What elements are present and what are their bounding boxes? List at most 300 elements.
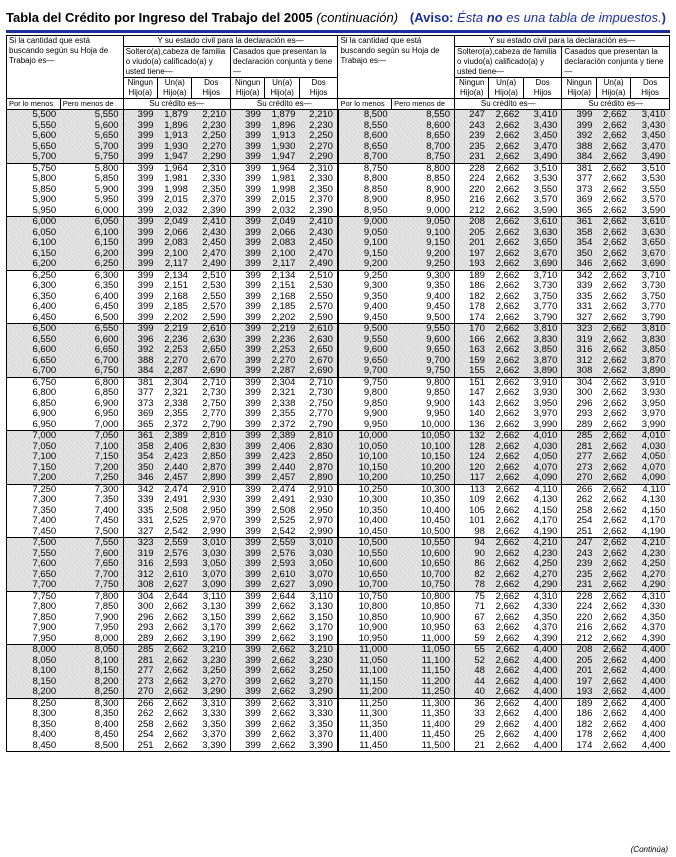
amount-less-than: 6,950 [94, 408, 119, 419]
credit-joint-none: 399 [230, 687, 264, 698]
amount-at-least: 11,000 [338, 645, 392, 656]
amount-at-least: 8,100 [7, 666, 61, 677]
credit-joint-none: 399 [230, 420, 264, 431]
at-least-header: Por lo menos [338, 99, 392, 110]
credit-joint-two: 4,400 [631, 666, 670, 677]
credit-single-one: 1,998 [164, 183, 188, 195]
credit-joint-one: 2,662 [265, 656, 299, 667]
credit-single-one: 2,287 [158, 366, 192, 377]
credit-joint-none: 193 [562, 687, 596, 698]
credit-joint-two: 4,400 [641, 718, 666, 730]
kids-none-header: Ningun Hijo(a) [123, 78, 157, 99]
table-row [7, 730, 670, 741]
amount-less-than: 9,400 [426, 290, 450, 302]
amount-at-least: 5,850 [7, 185, 61, 196]
credit-single-none: 90 [455, 549, 489, 560]
credit-joint-two: 2,410 [299, 217, 338, 228]
credit-joint-none: 399 [245, 504, 261, 516]
credit-joint-none: 399 [245, 494, 261, 505]
credit-joint-none: 399 [230, 570, 264, 581]
amount-at-least: 7,250 [7, 484, 61, 495]
credit-single-none: 117 [455, 473, 489, 484]
credit-joint-none: 399 [230, 121, 264, 132]
credit-single-one: 2,662 [164, 718, 188, 730]
credit-single-two: 3,210 [192, 645, 231, 656]
credit-joint-two: 3,530 [641, 173, 666, 184]
credit-joint-one: 2,253 [265, 345, 299, 356]
credit-joint-one: 2,662 [265, 666, 299, 677]
status-joint-left: Casados que presentan la declaración conjunta y tiene— [230, 47, 337, 78]
credit-joint-one: 2,032 [265, 206, 299, 217]
amount-at-least: 7,050 [7, 442, 61, 453]
amount-less-than: 6,150 [60, 238, 123, 249]
credit-joint-two: 3,230 [299, 656, 338, 667]
credit-joint-two: 4,010 [631, 431, 670, 442]
credit-single-two: 2,690 [192, 366, 231, 377]
credit-single-one: 2,662 [158, 634, 192, 645]
credit-single-two: 4,370 [523, 623, 562, 634]
amount-less-than: 10,350 [420, 494, 450, 505]
credit-single-none: 399 [123, 259, 157, 270]
credit-single-two: 2,770 [192, 409, 231, 420]
amount-less-than: 8,050 [60, 645, 123, 656]
credit-single-two: 2,450 [192, 238, 231, 249]
credit-joint-one: 2,117 [265, 259, 299, 270]
amount-less-than: 10,450 [420, 515, 450, 526]
credit-joint-two: 3,470 [631, 142, 670, 153]
credit-single-two: 2,710 [192, 377, 231, 388]
credit-single-one: 2,406 [158, 442, 192, 453]
credit-single-one: 2,662 [164, 622, 188, 633]
credit-joint-two: 4,390 [631, 634, 670, 645]
credit-joint-none: 186 [576, 708, 593, 719]
credit-joint-none: 251 [562, 527, 596, 538]
amount-less-than: 8,100 [60, 656, 123, 667]
table-row [7, 687, 670, 698]
credit-single-one: 2,662 [495, 290, 520, 302]
table-row [7, 516, 670, 527]
amount-less-than: 10,700 [392, 570, 455, 581]
credit-single-none: 331 [123, 516, 157, 527]
filing-status-header-left: Y su estado civil para la declaración es— [123, 36, 338, 47]
status-single-right: Soltero(a),cabeza de familia o viudo(a) calificado(a) y usted tiene— [455, 47, 562, 78]
amount-less-than: 11,150 [392, 666, 455, 677]
credit-single-none: 67 [455, 613, 489, 624]
amount-less-than: 5,900 [94, 183, 119, 195]
credit-single-one: 2,662 [489, 345, 523, 356]
credit-single-none: 48 [455, 666, 489, 677]
credit-single-none: 262 [123, 709, 157, 720]
credit-single-none: 377 [123, 388, 157, 399]
credit-joint-none: 266 [576, 483, 593, 495]
credit-single-two: 2,490 [192, 259, 231, 270]
credit-joint-two: 3,030 [299, 549, 338, 560]
amount-at-least: 7,500 [7, 538, 61, 549]
amount-at-least: 6,750 [7, 377, 61, 388]
amount-at-least: 8,400 [7, 730, 61, 741]
credit-single-one: 1,879 [158, 110, 192, 121]
credit-single-one: 2,610 [158, 570, 192, 581]
credit-single-one: 2,662 [158, 656, 192, 667]
amount-less-than: 8,550 [392, 110, 455, 121]
credit-single-none: 399 [123, 313, 157, 324]
credit-joint-none: 346 [562, 259, 596, 270]
credit-single-two: 3,550 [523, 185, 562, 196]
credit-single-two: 3,450 [523, 131, 562, 142]
credit-joint-none: 399 [230, 538, 264, 549]
credit-joint-none: 373 [576, 183, 593, 195]
less-than-header: Pero menos de [392, 99, 455, 110]
credit-joint-two: 2,250 [299, 131, 338, 142]
table-row [7, 313, 670, 324]
credit-joint-none: 384 [562, 152, 596, 163]
credit-single-one: 2,338 [164, 397, 188, 409]
credit-joint-one: 2,662 [603, 194, 627, 205]
credit-joint-one: 2,662 [603, 504, 627, 516]
credit-single-two: 3,530 [523, 174, 562, 185]
credit-joint-none: 399 [245, 718, 261, 730]
credit-single-none: 399 [123, 152, 157, 163]
credit-joint-two: 3,550 [641, 183, 666, 195]
amount-less-than: 7,850 [94, 601, 119, 612]
credit-joint-two: 3,350 [309, 718, 333, 730]
aviso-text-1: Ésta [457, 10, 484, 25]
credit-single-one: 2,662 [495, 483, 520, 495]
credit-single-two: 3,350 [192, 720, 231, 731]
credit-single-one: 1,981 [164, 173, 188, 184]
credit-joint-none: 331 [576, 301, 593, 312]
credit-single-none: 29 [455, 720, 489, 731]
amount-less-than: 10,650 [392, 559, 455, 570]
amount-less-than: 10,000 [392, 420, 455, 431]
credit-joint-two: 3,410 [631, 110, 670, 121]
credit-single-two: 3,810 [523, 324, 562, 335]
credit-joint-one: 2,662 [603, 290, 627, 302]
credit-single-one: 2,662 [489, 634, 523, 645]
credit-joint-one: 2,662 [596, 538, 630, 549]
credit-joint-none: 399 [245, 301, 261, 312]
amount-at-least: 9,050 [338, 228, 392, 239]
credit-single-none: 358 [123, 442, 157, 453]
credit-joint-two: 3,370 [309, 729, 333, 740]
credit-single-two: 3,630 [523, 228, 562, 239]
credit-single-none: 399 [123, 302, 157, 313]
credit-single-one: 2,662 [489, 473, 523, 484]
credit-joint-one: 2,662 [603, 697, 627, 709]
credit-joint-one: 2,662 [596, 206, 630, 217]
credit-single-none: 163 [455, 345, 489, 356]
credit-joint-one: 2,406 [265, 442, 299, 453]
credit-joint-one: 2,662 [271, 611, 296, 623]
credit-single-two: 4,400 [523, 709, 562, 720]
table-row [7, 666, 670, 677]
credit-single-none: 339 [123, 495, 157, 506]
credit-single-one: 1,930 [158, 142, 192, 153]
amount-less-than: 6,750 [60, 366, 123, 377]
credit-joint-two: 4,110 [642, 483, 666, 495]
credit-joint-none: 312 [562, 356, 596, 367]
credit-joint-none: 399 [245, 183, 261, 195]
credit-single-two: 4,400 [523, 720, 562, 731]
amount-at-least: 10,650 [338, 570, 392, 581]
credit-joint-none: 399 [245, 173, 261, 184]
credit-single-one: 2,662 [489, 656, 523, 667]
credit-joint-none: 399 [245, 376, 261, 388]
credit-single-two: 3,130 [192, 602, 231, 613]
credit-single-one: 2,593 [158, 559, 192, 570]
aviso-label: Aviso: [414, 10, 454, 25]
credit-joint-none: 399 [245, 280, 261, 291]
credit-joint-none: 399 [230, 527, 264, 538]
credit-joint-none: 247 [562, 538, 596, 549]
amount-less-than: 6,100 [60, 228, 123, 239]
credit-joint-one: 2,662 [603, 301, 627, 312]
amount-at-least: 6,000 [7, 217, 61, 228]
credit-single-none: 151 [455, 377, 489, 388]
credit-single-one: 2,100 [158, 249, 192, 260]
credit-joint-one: 2,662 [603, 387, 627, 398]
credit-joint-none: 296 [576, 397, 593, 409]
kids-two-header: Dos Hijos [299, 78, 338, 99]
credit-table-body [7, 110, 670, 752]
credit-joint-one: 2,662 [596, 741, 630, 752]
amount-less-than: 11,250 [392, 687, 455, 698]
amount-less-than: 8,500 [60, 741, 123, 752]
credit-joint-one: 2,662 [265, 677, 299, 688]
amount-at-least: 5,700 [7, 152, 61, 163]
credit-single-none: 254 [123, 730, 157, 741]
credit-joint-none: 399 [230, 634, 264, 645]
amount-less-than: 7,300 [94, 483, 119, 495]
table-row [7, 580, 670, 591]
amount-at-least: 10,600 [338, 559, 392, 570]
credit-single-one: 2,662 [489, 687, 523, 698]
credit-joint-two: 2,450 [299, 238, 338, 249]
kids-none-header: Ningun Hijo(a) [455, 78, 489, 99]
credit-single-two: 2,930 [192, 495, 231, 506]
credit-single-none: 109 [455, 495, 489, 506]
credit-joint-one: 2,662 [271, 697, 296, 709]
credit-single-two: 2,230 [192, 121, 231, 132]
credit-single-one: 2,662 [495, 515, 520, 526]
credit-single-none: 304 [123, 591, 157, 602]
amount-less-than: 7,800 [94, 590, 119, 602]
credit-single-two: 4,130 [523, 495, 562, 506]
credit-joint-one: 2,304 [271, 376, 296, 388]
credit-single-one: 2,423 [158, 452, 192, 463]
table-row [7, 420, 670, 431]
credit-single-two: 3,590 [523, 206, 562, 217]
credit-joint-two: 4,210 [631, 538, 670, 549]
amount-less-than: 10,850 [420, 601, 450, 612]
credit-joint-one: 2,662 [596, 356, 630, 367]
amount-at-least: 9,150 [338, 249, 392, 260]
credit-single-two: 3,030 [192, 549, 231, 560]
credit-joint-one: 2,662 [596, 645, 630, 656]
credit-single-two: 4,390 [523, 634, 562, 645]
credit-single-none: 361 [123, 431, 157, 442]
amount-at-least: 6,200 [7, 259, 61, 270]
credit-single-none: 335 [123, 506, 157, 517]
amount-less-than: 7,450 [94, 515, 119, 526]
amount-less-than: 9,550 [392, 324, 455, 335]
amount-at-least: 11,150 [338, 677, 392, 688]
amount-less-than: 8,650 [392, 131, 455, 142]
credit-joint-two: 3,190 [299, 634, 338, 645]
amount-at-least: 9,250 [338, 270, 392, 281]
credit-joint-one: 2,202 [265, 313, 299, 324]
credit-joint-one: 2,662 [596, 527, 630, 538]
credit-single-none: 224 [455, 174, 489, 185]
credit-single-two: 3,490 [523, 152, 562, 163]
credit-single-one: 2,236 [158, 335, 192, 346]
credit-single-one: 2,662 [489, 677, 523, 688]
credit-joint-none: 201 [562, 666, 596, 677]
kids-two-header: Dos Hijos [523, 78, 562, 99]
table-row [7, 634, 670, 645]
amount-at-least: 7,150 [7, 463, 61, 474]
credit-joint-none: 399 [230, 152, 264, 163]
credit-joint-two: 2,610 [299, 324, 338, 335]
amount-less-than: 11,400 [421, 718, 450, 730]
amount-header-right: Si la cantidad que está buscando según su Hoja de Trabajo es— [338, 36, 455, 99]
credit-joint-one: 2,662 [271, 708, 296, 719]
amount-at-least: 7,350 [7, 506, 61, 517]
credit-single-one: 2,662 [495, 183, 520, 195]
credit-joint-two: 3,950 [641, 397, 666, 409]
credit-single-two: 3,070 [192, 570, 231, 581]
less-than-header: Pero menos de [60, 99, 123, 110]
credit-joint-none: 270 [562, 473, 596, 484]
credit-single-one: 2,202 [158, 313, 192, 324]
amount-at-least: 9,550 [338, 335, 392, 346]
credit-joint-one: 2,662 [603, 162, 627, 174]
credit-joint-none: 399 [230, 142, 264, 153]
credit-single-one: 2,627 [158, 580, 192, 591]
table-row [7, 174, 670, 185]
amount-less-than: 5,800 [94, 162, 119, 174]
credit-single-one: 2,662 [158, 741, 192, 752]
amount-less-than: 9,500 [392, 313, 455, 324]
credit-single-two: 4,270 [523, 570, 562, 581]
credit-single-none: 399 [123, 217, 157, 228]
amount-less-than: 9,100 [392, 228, 455, 239]
credit-single-one: 2,662 [489, 152, 523, 163]
credit-single-one: 2,662 [489, 142, 523, 153]
credit-single-one: 2,662 [489, 335, 523, 346]
credit-single-one: 2,662 [495, 697, 520, 709]
credit-joint-one: 2,134 [271, 269, 296, 281]
credit-joint-two: 2,210 [299, 110, 338, 121]
amount-less-than: 5,550 [60, 110, 123, 121]
credit-single-two: 2,350 [192, 185, 231, 196]
amount-less-than: 9,800 [426, 376, 450, 388]
credit-single-two: 3,730 [523, 281, 562, 292]
amount-at-least: 7,900 [7, 623, 61, 634]
amount-at-least: 7,000 [7, 431, 61, 442]
credit-joint-none: 323 [562, 324, 596, 335]
credit-joint-one: 2,662 [596, 463, 630, 474]
credit-single-two: 3,890 [523, 366, 562, 377]
credit-single-one: 2,389 [158, 431, 192, 442]
credit-joint-none: 205 [562, 656, 596, 667]
amount-less-than: 7,950 [94, 622, 119, 633]
amount-less-than: 7,750 [60, 580, 123, 591]
credit-joint-none: 254 [576, 515, 593, 526]
credit-joint-one: 2,662 [596, 313, 630, 324]
credit-single-two: 2,670 [192, 356, 231, 367]
amount-less-than: 5,850 [94, 173, 119, 184]
credit-joint-one: 2,662 [596, 249, 630, 260]
credit-joint-one: 2,662 [265, 645, 299, 656]
credit-single-none: 86 [455, 559, 489, 570]
status-joint-right: Casados que presentan la declaración conjunta y tiene— [562, 47, 670, 78]
credit-joint-one: 2,662 [603, 611, 627, 623]
credit-joint-two: 2,770 [309, 408, 333, 419]
amount-at-least: 9,800 [338, 388, 392, 399]
credit-single-two: 3,750 [523, 292, 562, 303]
credit-single-none: 120 [455, 463, 489, 474]
credit-single-none: 235 [455, 142, 489, 153]
amount-at-least: 8,050 [7, 656, 61, 667]
table-row [7, 152, 670, 163]
credit-joint-none: 399 [245, 697, 261, 709]
credit-single-one: 2,662 [158, 687, 192, 698]
aviso-text-2: es una tabla de impuestos. [506, 10, 662, 25]
credit-joint-two: 2,810 [299, 431, 338, 442]
credit-single-none: 113 [455, 484, 489, 495]
amount-at-least: 9,500 [338, 324, 392, 335]
amount-less-than: 10,400 [420, 504, 450, 516]
credit-joint-none: 220 [576, 611, 593, 623]
credit-single-none: 399 [123, 324, 157, 335]
amount-less-than: 6,300 [94, 269, 119, 281]
table-row [7, 645, 670, 656]
amount-less-than: 9,850 [426, 387, 450, 398]
amount-less-than: 7,500 [60, 527, 123, 538]
credit-single-two: 4,170 [523, 516, 562, 527]
credit-single-two: 2,210 [192, 110, 231, 121]
title-rule [6, 30, 670, 33]
credit-single-one: 2,662 [495, 269, 520, 281]
credit-single-two: 3,510 [523, 163, 562, 174]
credit-single-one: 2,662 [489, 366, 523, 377]
table-row [7, 623, 670, 634]
credit-joint-none: 399 [230, 313, 264, 324]
credit-single-one: 2,662 [164, 697, 188, 709]
credit-single-one: 2,662 [164, 611, 188, 623]
amount-less-than: 7,650 [60, 559, 123, 570]
amount-at-least: 8,200 [7, 687, 61, 698]
credit-header: Su crédito es— [455, 99, 562, 110]
credit-single-two: 2,610 [192, 324, 231, 335]
credit-joint-two: 2,550 [309, 290, 333, 302]
table-row [7, 559, 670, 570]
credit-single-one: 2,662 [489, 570, 523, 581]
credit-single-two: 4,090 [523, 473, 562, 484]
title-continuation: (continuación) [316, 10, 399, 25]
credit-single-two: 4,400 [523, 656, 562, 667]
credit-joint-one: 2,287 [265, 366, 299, 377]
credit-joint-two: 4,290 [631, 580, 670, 591]
credit-single-none: 388 [123, 356, 157, 367]
credit-single-one: 2,576 [158, 549, 192, 560]
credit-single-two: 3,830 [523, 335, 562, 346]
credit-single-none: 296 [123, 613, 157, 624]
credit-joint-two: 4,230 [631, 549, 670, 560]
amount-at-least: 5,900 [7, 195, 61, 206]
kids-none-header: Ningun Hijo(a) [230, 78, 264, 99]
